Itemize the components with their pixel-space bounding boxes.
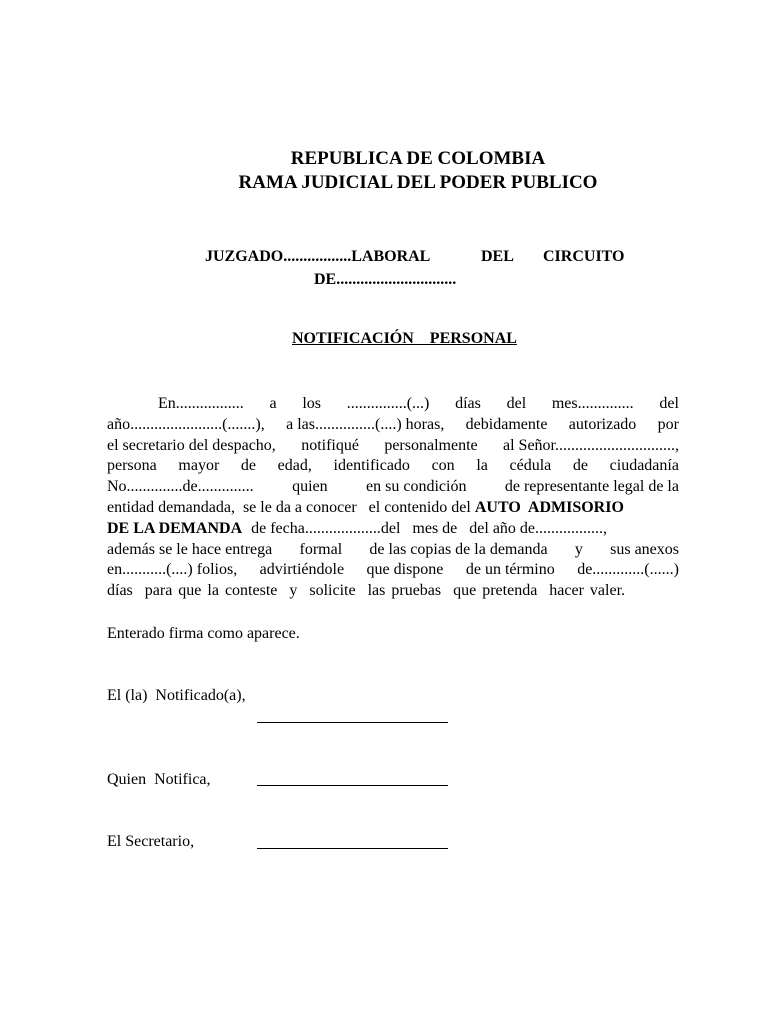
body-text: en...........(....) folios,	[107, 561, 238, 579]
body-text: En.................	[158, 395, 244, 412]
court-de: DE..............................	[314, 271, 457, 288]
body-text: la	[476, 457, 488, 475]
secretario-label: El Secretario,	[107, 833, 195, 850]
body-text: mes..............	[551, 395, 634, 412]
auto-admisorio-bold: AUTO ADMISORIO	[474, 498, 624, 516]
body-text: por	[657, 415, 679, 433]
enterado-text: Enterado firma como aparece.	[107, 625, 300, 642]
body-text: del	[506, 395, 527, 412]
body-text: entidad demandada, se le da a conocer el contenido del	[107, 498, 475, 516]
body-line-6	[107, 498, 679, 519]
body-line-9	[107, 560, 679, 581]
document-title: NOTIFICACIÓN PERSONAL	[292, 330, 517, 347]
body-text: cédula	[509, 457, 552, 475]
body-text: No..............de..............	[107, 478, 254, 496]
body-text: al Señor..............................,	[503, 436, 679, 454]
body-text: persona	[107, 457, 157, 475]
court-circuito: CIRCUITO	[543, 248, 625, 265]
body-text: los	[302, 395, 321, 412]
body-text: que dispone	[366, 561, 444, 579]
body-line-10	[107, 581, 679, 602]
body-text: edad,	[277, 457, 312, 475]
quien-notifica-signature-line	[257, 785, 448, 786]
court-del: DEL	[481, 248, 514, 265]
body-text: personalmente	[384, 436, 478, 454]
body-line-1	[107, 394, 679, 415]
body-text: notifiqué	[301, 436, 359, 454]
body-text: a	[269, 395, 277, 412]
body-text: y	[574, 540, 583, 558]
body-text: autorizado	[568, 415, 637, 433]
body-text: además se le hace entrega	[107, 540, 273, 558]
de-la-demanda-bold: DE LA DEMANDA	[107, 519, 243, 537]
body-line-5	[107, 477, 679, 498]
notificado-signature-line	[257, 722, 448, 723]
notification-body	[107, 394, 679, 602]
body-text: de.............(......)	[577, 561, 679, 579]
body-text: de representante legal de la	[504, 478, 679, 496]
body-text: quien	[292, 478, 328, 496]
body-text: con	[431, 457, 455, 475]
body-text: días para que la conteste y solicite las pruebas que pretenda hacer valer.	[107, 582, 626, 600]
body-text: ciudadanía	[609, 457, 679, 475]
body-text: el secretario del despacho,	[107, 436, 276, 454]
body-text: en su condición	[366, 478, 467, 496]
body-text: sus anexos	[610, 540, 679, 558]
body-text: advirtiéndole	[259, 561, 345, 579]
body-line-8	[107, 540, 679, 561]
body-line-2	[107, 415, 679, 436]
court-juzgado: JUZGADO.................LABORAL	[205, 248, 431, 265]
body-line-7	[107, 519, 679, 540]
body-text: de fecha...................del mes de del año de.................,	[251, 519, 608, 537]
body-text: formal	[299, 540, 343, 558]
body-text: de	[572, 457, 589, 475]
body-line-4	[107, 456, 679, 477]
body-text: año.......................(.......),	[107, 415, 265, 433]
quien-notifica-label: Quien Notifica,	[107, 771, 211, 788]
notificado-label: El (la) Notificado(a),	[107, 687, 246, 704]
body-text: mayor	[178, 457, 220, 475]
body-text: de las copias de la demanda	[369, 540, 548, 558]
body-line-3	[107, 436, 679, 457]
secretario-signature-line	[257, 848, 448, 849]
body-text: del	[659, 395, 679, 412]
body-text: identificado	[333, 457, 410, 475]
header-rama-judicial: RAMA JUDICIAL DEL PODER PUBLICO	[238, 172, 598, 193]
body-text: días	[455, 395, 481, 412]
body-text: debidamente	[465, 415, 548, 433]
header-republica: REPUBLICA DE COLOMBIA	[290, 148, 546, 169]
body-text: de	[240, 457, 257, 475]
body-text: a las...............(....) horas,	[286, 415, 445, 433]
body-text: ...............(...)	[346, 395, 430, 412]
body-text: de un término	[465, 561, 555, 579]
